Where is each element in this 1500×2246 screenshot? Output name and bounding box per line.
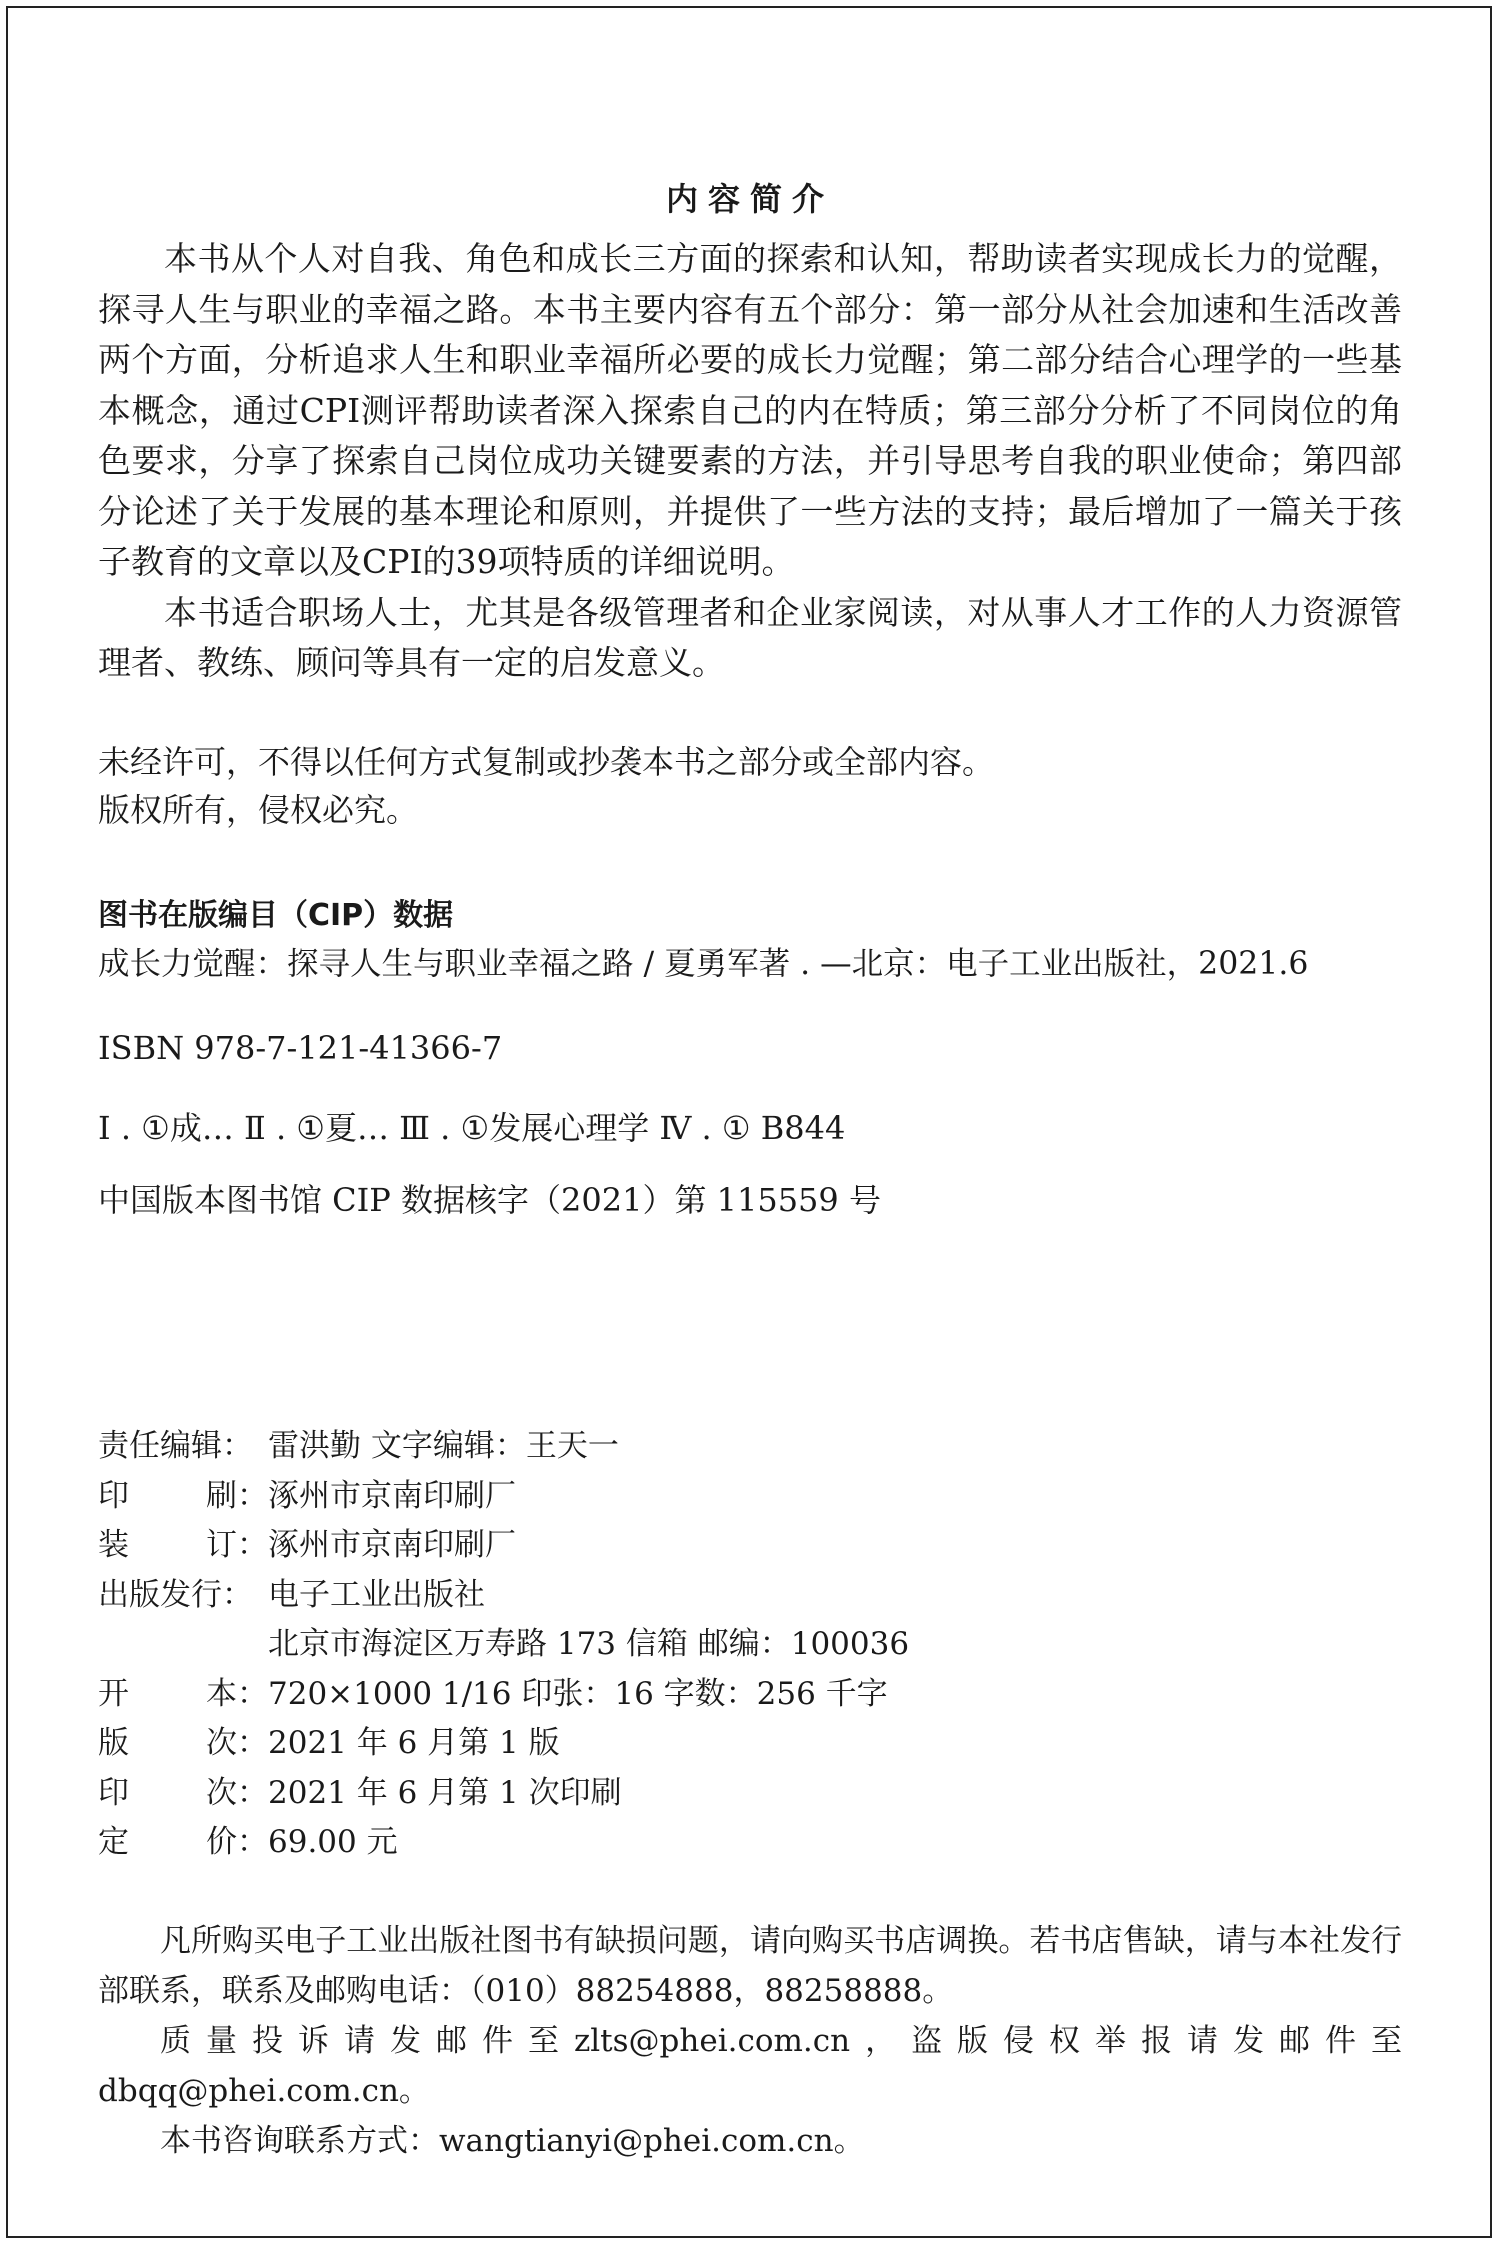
info-row-publisher [98, 1571, 1402, 1621]
info-row-address [98, 1620, 1402, 1670]
classification: Ⅰ . ①成… Ⅱ . ①夏… Ⅲ . ①发展心理学 Ⅳ . ① B844 [98, 1109, 846, 1147]
editor-label: 责任编辑： [98, 1428, 253, 1464]
format-value: 720×1000 1/16 印张：16 字数：256 千字 [268, 1675, 888, 1712]
printing-value: 2021 年 6 月第 1 次印刷 [268, 1774, 622, 1811]
price-label-b: 价： [206, 1824, 268, 1860]
intro-paragraph-1: 本书从个人对自我、角色和成长三方面的探索和认知，帮助读者实现成长力的觉醒，探寻人生与职业的幸福之路。本书主要内容有五个部分：第一部分从社会加速和生活改善两个方面，分析追求人生和职业幸福所必要的成长力觉醒；第二部分结合心理学的一些基本概念，通过CPI测评帮助读者深入探索自己的内在特质；第三部分分析了不同岗位的角色要求，分享了探索自己岗位成功关键要素的方法，并引导思考自我的职业使命；第四部分论述了关于发展的基本理论和原则，并提供了一些方法的支持；最后增加了一篇关于孩子教育的文章以及CPI的39项特质的详细说明。 [98, 239, 1402, 581]
footer-paragraph-2: 质量投诉请发邮件至zlts@phei.com.cn，盗版侵权举报请发邮件至dbqq@phei.com.cn。 [98, 2023, 1402, 2109]
format-label-b: 本： [206, 1675, 268, 1712]
printing-label-a: 印 [98, 1774, 129, 1811]
editor-value: 雷洪勤 文字编辑：王天一 [268, 1428, 619, 1464]
format-label [98, 1670, 268, 1720]
bind-label-a: 装 [98, 1527, 129, 1563]
footer-paragraph-3: 本书咨询联系方式：wangtianyi@phei.com.cn。 [160, 2123, 865, 2159]
copyright-page [6, 6, 1492, 2238]
printing-label [98, 1769, 268, 1819]
bind-label [98, 1521, 268, 1571]
cip-approval: 中国版本图书馆 CIP 数据核字（2021）第 115559 号 [98, 1181, 881, 1219]
footer-notice [98, 1916, 1402, 2166]
info-row-printing [98, 1769, 1402, 1819]
cip-heading: 图书在版编目（CIP）数据 [98, 898, 454, 933]
edition-label-b: 次： [206, 1725, 268, 1761]
format-label-a: 开 [98, 1675, 129, 1712]
approval-block [98, 1176, 1402, 1224]
publication-info [98, 1422, 1402, 1868]
copyright-line-2: 版权所有，侵权必究。 [98, 791, 419, 829]
copyright-notice [98, 738, 1402, 834]
info-row-format [98, 1670, 1402, 1720]
printing-label-b: 次： [206, 1774, 268, 1811]
edition-value: 2021 年 6 月第 1 版 [268, 1725, 560, 1761]
bind-value: 涿州市京南印刷厂 [268, 1527, 516, 1563]
isbn-block [98, 1024, 1402, 1072]
info-row-editor [98, 1422, 1402, 1472]
price-label-a: 定 [98, 1824, 129, 1860]
footer-paragraph-1: 凡所购买电子工业出版社图书有缺损问题，请向购买书店调换。若书店售缺，请与本社发行部联系，联系及邮购电话：（010）88254888，88258888。 [98, 1923, 1402, 2009]
edition-label-a: 版 [98, 1725, 129, 1761]
intro-section [98, 234, 1402, 689]
copyright-line-1: 未经许可，不得以任何方式复制或抄袭本书之部分或全部内容。 [98, 743, 995, 781]
address-spacer [98, 1620, 268, 1670]
price-label [98, 1818, 268, 1868]
intro-paragraph-2: 本书适合职场人士，尤其是各级管理者和企业家阅读，对从事人才工作的人力资源管理者、教练、顾问等具有一定的启发意义。 [98, 592, 1402, 682]
publisher-value: 电子工业出版社 [268, 1576, 485, 1613]
page-title: 内容简介 [665, 180, 834, 218]
bind-label-b: 订： [206, 1527, 268, 1563]
info-row-print [98, 1472, 1402, 1522]
print-label [98, 1472, 268, 1522]
info-row-edition [98, 1719, 1402, 1769]
publisher-label: 出版发行： [98, 1576, 253, 1613]
print-label-b: 刷： [206, 1477, 268, 1514]
cip-section [98, 892, 1402, 988]
isbn: ISBN 978-7-121-41366-7 [98, 1029, 503, 1067]
print-value: 涿州市京南印刷厂 [268, 1477, 516, 1514]
price-value: 69.00 元 [268, 1824, 398, 1860]
info-row-binding [98, 1521, 1402, 1571]
print-label-a: 印 [98, 1477, 129, 1514]
edition-label [98, 1719, 268, 1769]
classification-block [98, 1104, 1402, 1152]
cip-record: 成长力觉醒：探寻人生与职业幸福之路 / 夏勇军著 . —北京：电子工业出版社，2021.6 [98, 946, 1309, 982]
address-value: 北京市海淀区万寿路 173 信箱 邮编：100036 [268, 1626, 910, 1662]
info-row-price [98, 1818, 1402, 1868]
